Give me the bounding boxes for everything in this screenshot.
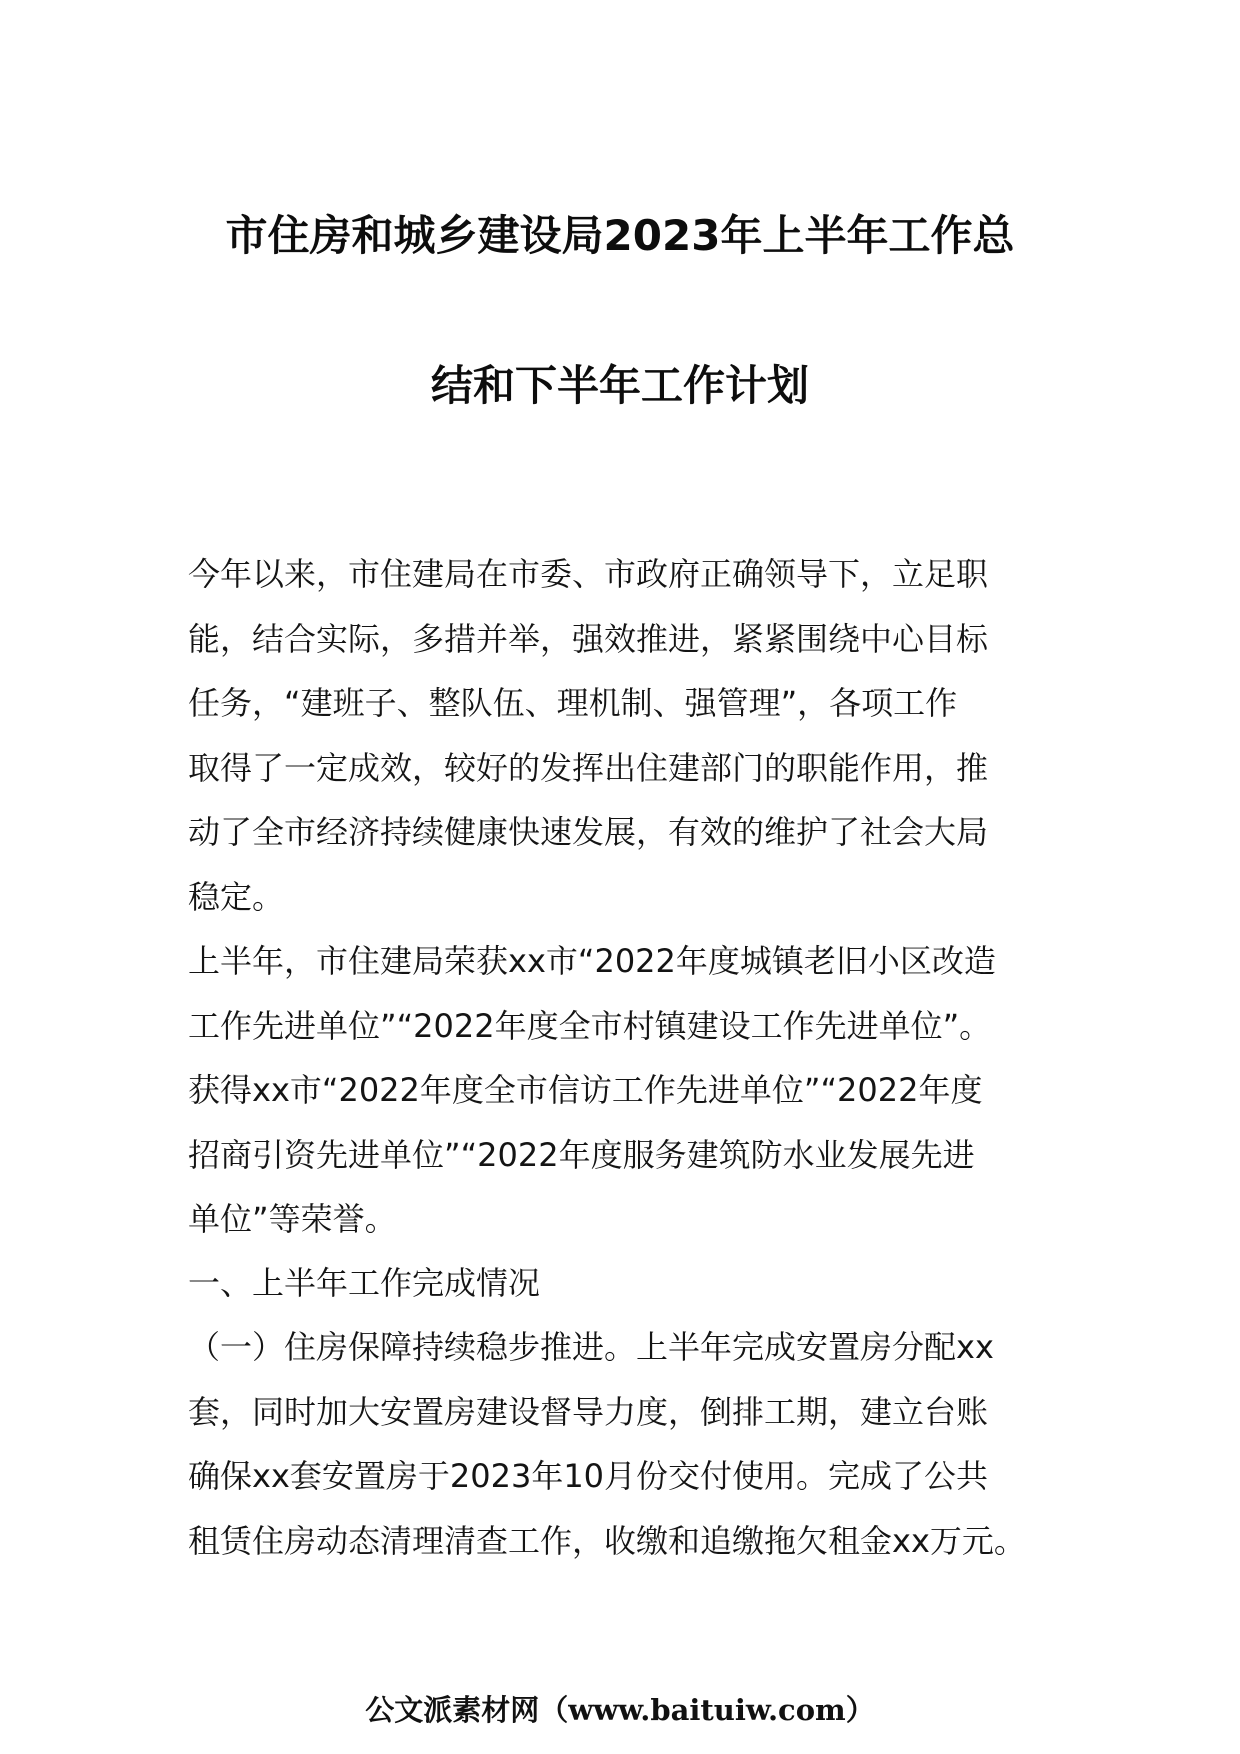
footer-watermark: 公文派素材网（www.baituiw.com） (365, 1693, 875, 1727)
paragraph-line: 获得xx市“2022年度全市信访工作先进单位”“2022年度 (188, 1071, 983, 1109)
section-heading-text: 一、上半年工作完成情况 (188, 1264, 541, 1302)
document-title-line-1: 市住房和城乡建设局2023年上半年工作总 (225, 211, 1015, 260)
paragraph-line: 套，同时加大安置房建设督导力度，倒排工期，建立台账 (188, 1392, 989, 1431)
paragraph-housing (188, 1315, 1068, 1573)
paragraph-intro (188, 542, 1068, 929)
document-title-line-2: 结和下半年工作计划 (430, 361, 809, 410)
paragraph-line: 稳定。 (188, 877, 285, 916)
paragraph-line: 租赁住房动态清理清查工作，收缴和追缴拖欠租金xx万元。 (188, 1521, 1026, 1560)
paragraph-line: 确保xx套安置房于2023年10月份交付使用。完成了公共 (188, 1457, 989, 1495)
paragraph-line: 招商引资先进单位”“2022年度服务建筑防水业发展先进 (188, 1135, 975, 1174)
paragraph-line: 工作先进单位”“2022年度全市村镇建设工作先进单位”。 (188, 1006, 992, 1045)
paragraph-line: 单位”等荣誉。 (188, 1200, 397, 1238)
paragraph-line: 任务，“建班子、整队伍、理机制、强管理”，各项工作 (188, 684, 958, 722)
paragraph-line: 动了全市经济持续健康快速发展，有效的维护了社会大局 (188, 813, 989, 851)
paragraph-line: 上半年，市住建局荣获xx市“2022年度城镇老旧小区改造 (188, 942, 996, 980)
paragraph-line: 取得了一定成效，较好的发挥出住建部门的职能作用，推 (188, 748, 989, 787)
paragraph-honors (188, 929, 1068, 1252)
paragraph-line: （一）住房保障持续稳步推进。上半年完成安置房分配xx (188, 1328, 994, 1366)
paragraph-line: 能，结合实际，多措并举，强效推进，紧紧围绕中心目标 (188, 619, 989, 658)
section-heading (188, 1251, 1068, 1316)
paragraph-line: 今年以来，市住建局在市委、市政府正确领导下，立足职 (188, 555, 989, 593)
